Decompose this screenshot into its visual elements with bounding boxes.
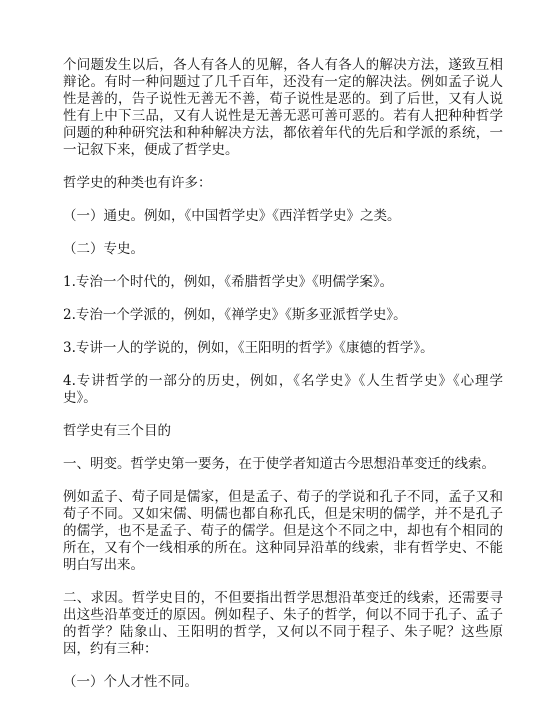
list-item-branch: 4.专讲哲学的一部分的历史，例如，《名学史》《人生哲学史》《心理学史》。	[63, 373, 503, 406]
paragraph-special-history: （二）专史。	[63, 241, 144, 257]
paragraph-example-confucian: 例如孟子、荀子同是儒家，但是孟子、荀子的学说和孔子不同，孟子又和荀子不同。又如宋儒、明儒也都自称孔氏，但是宋明的儒学，并不是孔子的儒学，也不是孟子、荀子的儒学。但是这个不同之中，却也有个相同的所在，又有个一线相承的所在。这种同异沿革的线索，非有哲学史、不能明白写出来。	[63, 489, 503, 573]
paragraph-cause-one: （一）个人才性不同。	[63, 674, 198, 690]
paragraph-general-history: （一）通史。例如，《中国哲学史》《西洋哲学史》之类。	[63, 208, 401, 224]
paragraph-types-heading: 哲学史的种类也有许多：	[63, 175, 212, 191]
paragraph-intro: 个问题发生以后，各人有各人的见解，各人有各人的解决方法，遂致互相辩论。有时一种问题过了几千百年，还没有一定的解决法。例如孟子说人性是善的，告子说性无善无不善，荀子说性是恶的。到了后世，又有人说性有上中下三品，又有人说性是无善无恶可善可恶的。若有人把种种哲学问题的种种研究法和种种解决方法，都依着年代的先后和学派的系统，一一记叙下来，便成了哲学史。	[63, 57, 503, 158]
paragraph-purpose-two: 二、求因。哲学史目的，不但要指出哲学思想沿革变迁的线索，还需要寻出这些沿革变迁的原因。例如程子、朱子的哲学，何以不同于孔子、孟子的哲学？陆象山、王阳明的哲学，又何以不同于程子、朱子呢？这些原因，约有三种：	[63, 590, 503, 657]
list-item-era: 1.专治一个时代的，例如，《希腊哲学史》《明儒学案》。	[63, 274, 394, 290]
paragraph-purpose-one: 一、明变。哲学史第一要务，在于使学者知道古今思想沿革变迁的线索。	[63, 456, 495, 472]
list-item-school: 2.专治一个学派的，例如，《禅学史》《斯多亚派哲学史》。	[63, 307, 407, 323]
section-heading-purposes: 哲学史有三个目的	[63, 423, 171, 439]
list-item-person: 3.专讲一人的学说的，例如，《王阳明的哲学》《康德的哲学》。	[63, 340, 434, 356]
document-body	[63, 57, 503, 707]
